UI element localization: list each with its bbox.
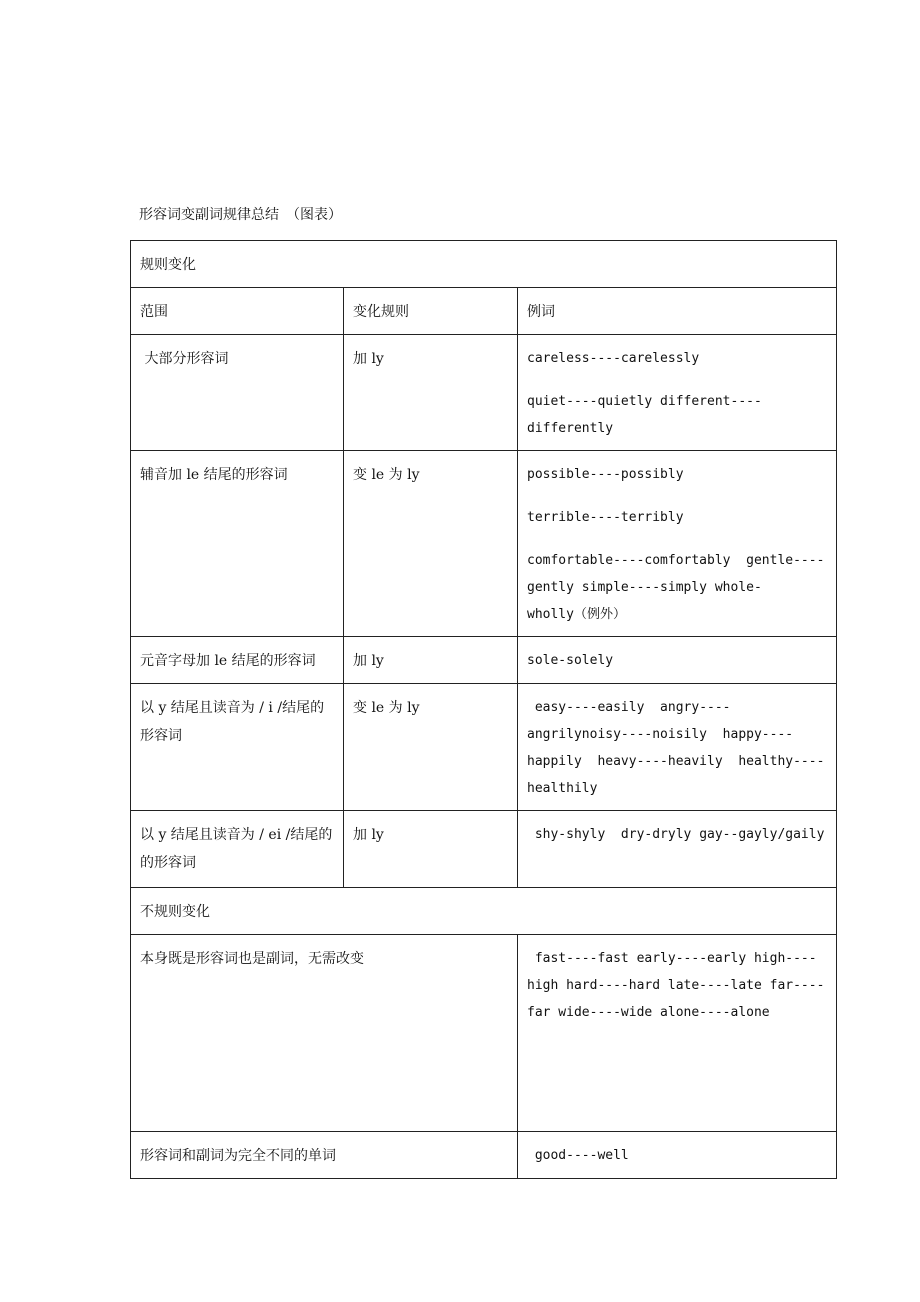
table-row (131, 684, 837, 811)
examples-cell (518, 451, 837, 637)
section-label-regular: 规则变化 (131, 241, 837, 288)
table-row (131, 811, 837, 888)
example-text: possible----possibly (527, 467, 684, 482)
example-text: careless----carelessly (527, 351, 700, 366)
table-row (131, 335, 837, 451)
examples-cell (518, 935, 837, 1132)
rule-cell: 加 ly (344, 811, 518, 888)
header-examples: 例词 (518, 288, 837, 335)
example-text: good----well (527, 1148, 629, 1163)
description-cell: 形容词和副词为完全不同的单词 (131, 1132, 518, 1179)
example-text: sole-solely (527, 653, 614, 668)
header-range: 范围 (131, 288, 344, 335)
examples-cell (518, 1132, 837, 1179)
rule-cell: 变 le 为 ly (344, 684, 518, 811)
range-cell: 辅音加 le 结尾的形容词 (131, 451, 344, 637)
example-text: comfortable----comfortably gentle---- gently simple----simply whole- wholly（例外） (527, 553, 825, 622)
example-text: fast----fast early----early high---- high hard----hard late----late far---- far wide----wide alone----alone (527, 951, 825, 1020)
example-text: shy-shyly dry-dryly gay--gayly/gaily (527, 827, 825, 842)
table-row (131, 935, 837, 1132)
examples-cell (518, 684, 837, 811)
example-text: quiet----quietly different---- differently (527, 394, 762, 436)
examples-cell (518, 637, 837, 684)
examples-cell (518, 811, 837, 888)
description-cell: 本身既是形容词也是副词，无需改变 (131, 935, 518, 1132)
example-text: terrible----terribly (527, 510, 684, 525)
examples-cell (518, 335, 837, 451)
header-row (131, 288, 837, 335)
table-row (131, 451, 837, 637)
section-row-regular (131, 241, 837, 288)
adjective-adverb-rules-table (130, 240, 837, 1179)
section-label-irregular: 不规则变化 (131, 888, 837, 935)
table-row (131, 637, 837, 684)
document-title: 形容词变副词规律总结 （图表） (139, 207, 342, 223)
rule-cell: 加 ly (344, 637, 518, 684)
section-row-irregular (131, 888, 837, 935)
table-row (131, 1132, 837, 1179)
range-cell: 以 y 结尾且读音为 / i /结尾的形容词 (131, 684, 344, 811)
rule-cell: 变 le 为 ly (344, 451, 518, 637)
header-rule: 变化规则 (344, 288, 518, 335)
range-cell: 大部分形容词 (131, 335, 344, 451)
example-text: easy----easily angry---- angrilynoisy----noisily happy---- happily heavy----heavily healthy---- healthily (527, 700, 825, 796)
range-cell: 元音字母加 le 结尾的形容词 (131, 637, 344, 684)
range-cell: 以 y 结尾且读音为 / ei /结尾的的形容词 (131, 811, 344, 888)
rule-cell: 加 ly (344, 335, 518, 451)
